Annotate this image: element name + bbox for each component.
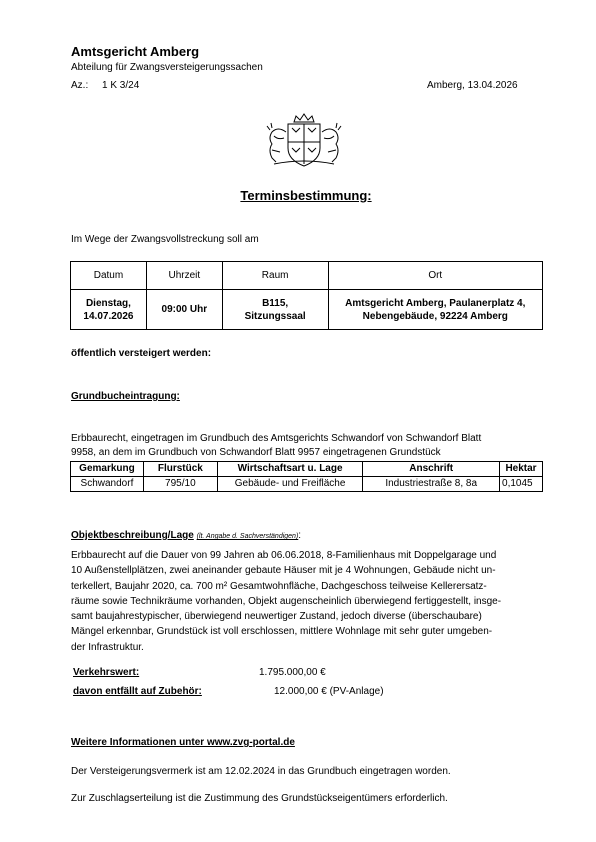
- place-line-1: Amtsgericht Amberg, Paulanerplatz 4,: [345, 297, 526, 309]
- description-line: Mängel erkennbar, Grundstück ist voll erschlossen, mittlere Wohnlage mit sehr guter umgeben-: [71, 626, 493, 638]
- header-place: Ort: [328, 262, 542, 290]
- cell-place: [328, 290, 542, 330]
- cell-date: [71, 290, 147, 330]
- market-value: 1.795.000,00 €: [259, 667, 326, 678]
- description-line: Erbbaurecht auf die Dauer von 99 Jahren ab 06.06.2018, 8-Familienhaus mit Doppelgarage und: [71, 550, 497, 561]
- object-heading-text: Objektbeschreibung/Lage: [71, 530, 194, 541]
- object-description: [71, 548, 501, 655]
- table-row: [71, 477, 543, 492]
- auction-statement: öffentlich versteigert werden:: [71, 348, 212, 359]
- cell-wirtschaftsart: Gebäude- und Freifläche: [217, 477, 363, 492]
- header-time: Uhrzeit: [146, 262, 222, 290]
- cell-flurstueck: 795/10: [143, 477, 217, 492]
- cell-gemarkung: Schwandorf: [71, 477, 144, 492]
- description-line: der Infrastruktur.: [71, 641, 144, 653]
- bavarian-coat-of-arms-icon: [262, 112, 346, 168]
- place-and-date: Amberg, 13.04.2026: [427, 80, 518, 91]
- header-flurstueck: Flurstück: [143, 462, 217, 477]
- place-line-2: Nebengebäude, 92224 Amberg: [362, 310, 508, 322]
- accessory-value: 12.000,00 € (PV-Anlage): [274, 686, 384, 697]
- cell-hektar: 0,1045: [500, 477, 543, 492]
- room-name: Sitzungssaal: [244, 310, 306, 322]
- description-line: terkellert, Baujahr 2020, ca. 700 m² Gesamtwohnfläche, Dachgeschoss teilweise Kellerersatz-: [71, 580, 487, 592]
- intro-text: Im Wege der Zwangsvollstreckung soll am: [71, 234, 259, 245]
- object-heading: [71, 530, 301, 541]
- court-name: Amtsgericht Amberg: [71, 44, 200, 59]
- description-line: samt baujahrestypischer, überwiegend neuwertiger Zustand, jedoch diverse (überschaubare): [71, 611, 482, 623]
- case-number-label: Az.:: [71, 80, 89, 91]
- land-register-heading: Grundbucheintragung:: [71, 391, 180, 402]
- more-info-link[interactable]: Weitere Informationen unter www.zvg-portal.de: [71, 737, 295, 748]
- table-header-row: [71, 262, 543, 290]
- description-line: räume sowie Technikräume vorhanden, Objekt augenscheinlich überwiegend fertiggestellt, insge-: [71, 595, 502, 607]
- plot-table: [70, 461, 543, 492]
- header-anschrift: Anschrift: [363, 462, 500, 477]
- document-title: Terminsbestimmung:: [240, 188, 372, 203]
- object-heading-colon: :: [298, 530, 302, 541]
- date-weekday: Dienstag,: [85, 297, 131, 309]
- land-register-text-line-2: 9958, an dem im Grundbuch von Schwandorf Blatt 9957 eingetragenen Grundstück: [71, 447, 441, 458]
- header-hektar: Hektar: [500, 462, 543, 477]
- date-value: 14.07.2026: [83, 310, 134, 322]
- case-number: 1 K 3/24: [102, 80, 140, 91]
- object-heading-note: (lt. Angabe d. Sachverständigen): [196, 533, 299, 540]
- schedule-table: [70, 261, 543, 330]
- consent-note: Zur Zuschlagserteilung ist die Zustimmung des Grundstückseigentümers erforderlich.: [71, 793, 448, 804]
- cell-anschrift: Industriestraße 8, 8a: [363, 477, 500, 492]
- cell-room: [222, 290, 328, 330]
- description-line: 10 Außenstellplätzen, zwei aneinander gebaute Häuser mit je 4 Wohnungen, Gebäude nicht un-: [71, 565, 496, 577]
- header-room: Raum: [222, 262, 328, 290]
- header-gemarkung: Gemarkung: [71, 462, 144, 477]
- department-name: Abteilung für Zwangsversteigerungssachen: [71, 62, 263, 73]
- registration-note: Der Versteigerungsvermerk ist am 12.02.2024 in das Grundbuch eingetragen worden.: [71, 766, 451, 777]
- table-row: [71, 290, 543, 330]
- accessory-label: davon entfällt auf Zubehör:: [73, 686, 202, 697]
- header-date: Datum: [71, 262, 147, 290]
- land-register-text-line-1: Erbbaurecht, eingetragen im Grundbuch des Amtsgerichts Schwandorf von Schwandorf Blatt: [71, 433, 482, 444]
- cell-time: 09:00 Uhr: [146, 290, 222, 330]
- table-header-row: [71, 462, 543, 477]
- room-number: B115,: [262, 297, 289, 309]
- header-wirtschaftsart: Wirtschaftsart u. Lage: [217, 462, 363, 477]
- market-value-label: Verkehrswert:: [73, 667, 140, 678]
